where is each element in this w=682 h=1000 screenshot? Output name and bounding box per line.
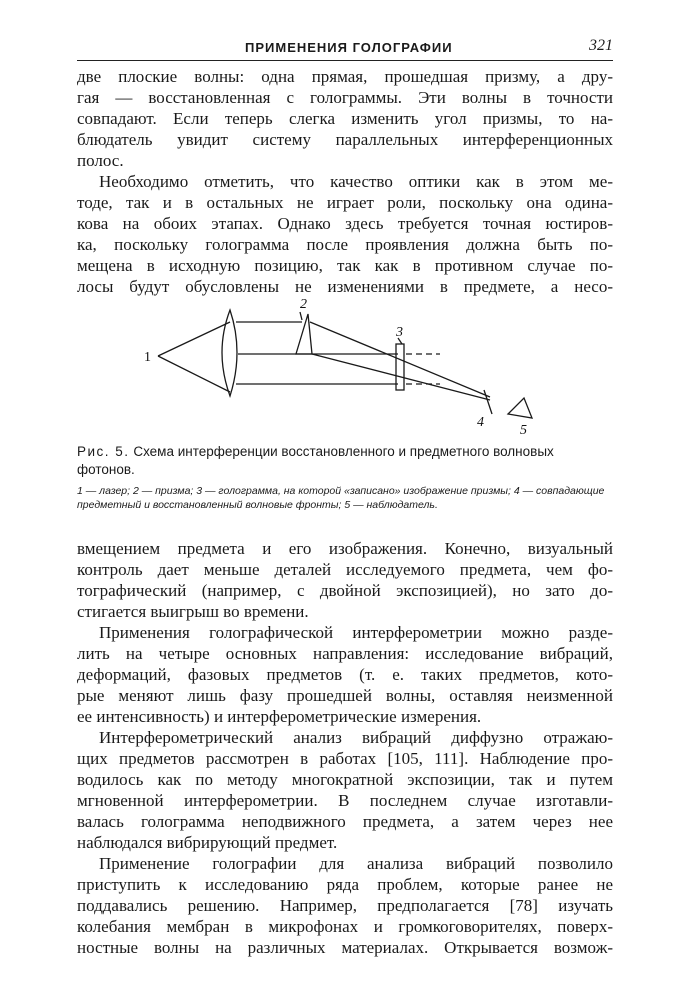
paragraph-1 [77,66,613,171]
text-line: блюдатель увидит систему параллельных интерференционных [77,130,613,149]
paragraph-2 [77,171,613,297]
text-line: вмещением предмета и его изображения. Конечно, визуальный [77,539,613,558]
figure-label-1: 1 [144,350,151,365]
figure-caption [77,443,613,479]
paragraph-6 [77,853,613,958]
text-line: Интерферометрический анализ вибраций диффузно отражаю- [99,728,613,747]
text-line: Необходимо отметить, что качество оптики как в этом ме- [99,172,613,191]
text-line: рые меняют лишь фазу прошедшей волны, оставляя неизменной [77,686,613,705]
text-line: стигается выигрыш во времени. [77,602,309,621]
text-line: Применение голографии для анализа вибраций позволило [99,854,613,873]
figure-label-5: 5 [520,423,527,438]
running-title: ПРИМЕНЕНИЯ ГОЛОГРАФИИ [245,40,453,55]
text-line: контроль дает меньше деталей исследуемого предмета, чем фо- [77,560,613,579]
optical-scheme-diagram [140,292,560,442]
text-line: валась голограмма неподвижного предмета, а затем через нее [77,812,613,831]
text-line: ка, поскольку голограмма после проявления должна быть по- [77,235,613,254]
text-line: мещена в исходную позицию, так как в противном случае по- [77,256,613,275]
text-line: Применения голографической интерферометрии можно разде- [99,623,613,642]
wavefront [484,390,492,414]
hologram-plate [396,344,404,390]
text-line: приступить к исследованию ряда проблем, которые ранее не [77,875,613,894]
text-line: поддавались решению. Например, предполагается [78] изучать [77,896,613,915]
text-line: две плоские волны: одна прямая, прошедшая призму, а дру- [77,67,613,86]
figure-label-4: 4 [477,415,484,430]
text-line: полос. [77,151,124,170]
text-line: щих предметов рассмотрен в работах [105, 111]. Наблюдение про- [77,749,613,768]
text-line: водилось как по методу многократной экспозиции, так и путем [77,770,613,789]
text-line: ее интенсивность) и интерферометрические измерения. [77,707,482,726]
paragraph-5 [77,727,613,853]
ray-lower [158,356,230,392]
text-line: колебания мембран в микрофонах и громкоговорителях, поверх- [77,917,613,936]
optical-scheme-figure [140,292,560,442]
text-line: тоде, так и в остальных не играет роли, поскольку она одина- [77,193,613,212]
leader-line-2 [300,312,302,320]
deflected-ray-2 [312,354,490,400]
page-number: 321 [589,37,613,54]
text-line: ностные волны на различных материалах. Открывается возмож- [77,938,613,957]
observer-eye [508,398,532,418]
text-line: наблюдался вибрирующий предмет. [77,833,338,852]
caption-lead: Рис. 5. [77,444,130,459]
figure-label-2: 2 [300,297,307,312]
figure-legend: 1 — лазер; 2 — призма; 3 — голограмма, на которой «записано» изображение призмы; 4 — совпадающие предметный и восстановленный волновые фронты; 5 — наблюдатель. [77,485,605,511]
paragraph-3 [77,538,613,622]
ray-upper [158,322,230,356]
text-line: совпадают. Если теперь слегка изменить угол призмы, то на- [77,109,613,128]
text-line: деформаций, фазовых предметов (т. е. таких предметов, кото- [77,665,613,684]
caption-text: Схема интерференции восстановленного и предметного волновых фотонов. [77,444,554,477]
text-line: лосы будут обусловлены не изменениями в предмете, а несо- [77,277,613,296]
running-header [77,36,613,61]
paragraph-4 [77,622,613,727]
text-line: тографический (например, с двойной экспозицией), но зато до- [77,581,613,600]
prism [296,314,312,354]
text-line: кова на обоих этапах. Однако здесь требуется точная юстиров- [77,214,613,233]
figure-label-3: 3 [396,325,403,340]
text-line: мгновенной интерферометрии. В последнем случае изготавли- [77,791,613,810]
text-line: гая — восстановленная с голограммы. Эти волны в точности [77,88,613,107]
text-line: лить на четыре основных направления: исследование вибраций, [77,644,613,663]
